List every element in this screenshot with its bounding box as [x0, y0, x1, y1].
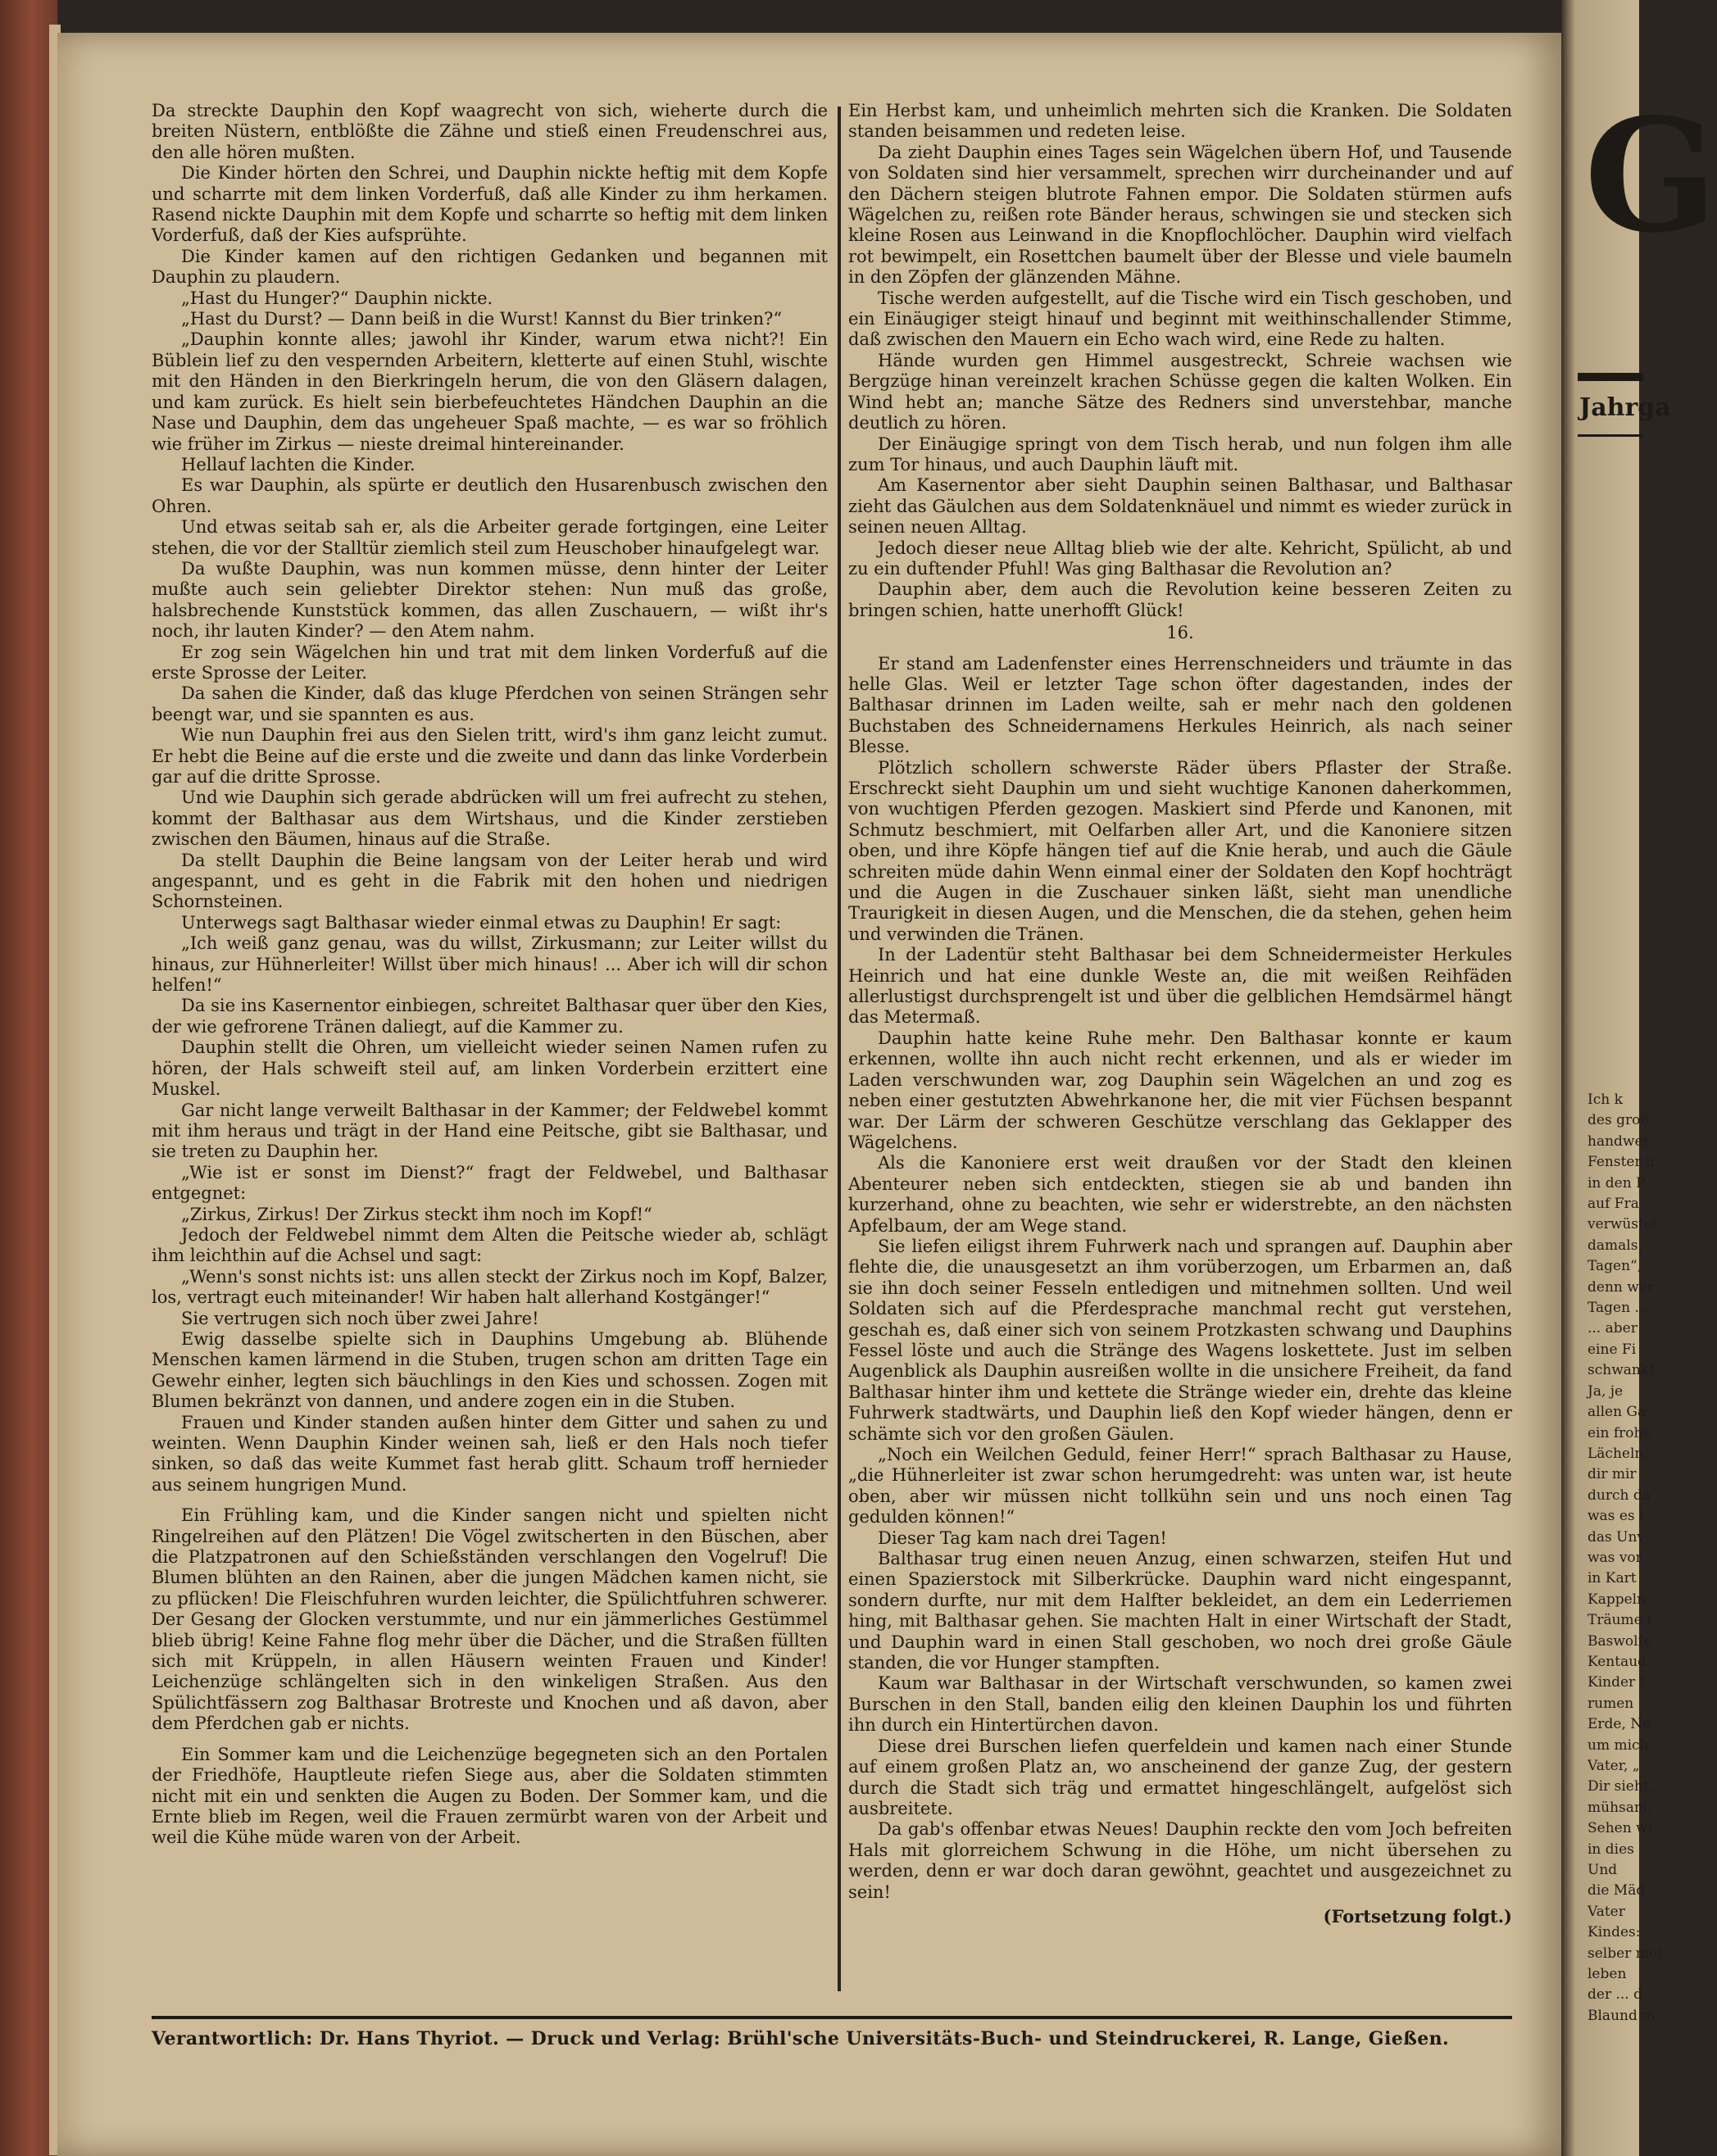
paragraph: Es war Dauphin, als spürte er deutlich den Husarenbusch zwischen den Ohren. [152, 475, 828, 516]
text-fragment: Sehen wi [1588, 1820, 1653, 1837]
text-fragment: denn wer [1588, 1278, 1654, 1296]
paragraph: Da streckte Dauphin den Kopf waagrecht von sich, wieherte durch die breiten Nüstern, entblößte die Zähne und stieß einen Freudenschrei aus, den alle hören mußten. [152, 101, 828, 162]
text-fragment: ein frohe [1588, 1424, 1651, 1441]
text-fragment: durch da [1588, 1487, 1651, 1504]
paragraph: Dauphin stellt die Ohren, um vielleicht wieder seinen Namen rufen zu hören, der Hals schweift steil auf, am linken Vorderbein erzittert eine Muskel. [152, 1037, 828, 1100]
paragraph: Da gab's offenbar etwas Neues! Dauphin reckte den vom Joch befreiten Hals mit glorreichem Schwung in die Höhe, um nicht übersehen zu werden, denn er war doch daran gewöhnt, geachtet und ausgezeichnet zu sein! [848, 1819, 1512, 1902]
paragraph: Da sahen die Kinder, daß das kluge Pferdchen von seinen Strängen sehr beengt war, und sie spannten es aus. [152, 683, 828, 724]
text-fragment: auf Fra [1588, 1196, 1639, 1213]
paragraph: Wie nun Dauphin frei aus den Sielen tritt, wird's ihm ganz leicht zumut. Er hebt die Beine auf die erste und die zweite und dann das linke Vorderbein gar auf die dritte Sprosse. [152, 725, 828, 787]
footer-rule [152, 2016, 1512, 2019]
text-fragment: des groß [1588, 1112, 1650, 1129]
paragraph: (Fortsetzung folgt.) [1323, 1905, 1512, 1927]
paragraph: „Hast du Hunger?“ Dauphin nickte. [181, 288, 493, 308]
paragraph: Die Kinder kamen auf den richtigen Gedanken und begannen mit Dauphin zu plaudern. [152, 246, 828, 288]
text-fragment: Kentaud [1588, 1653, 1647, 1670]
text-fragment: Tagen ... [1588, 1300, 1648, 1317]
text-fragment: Vater, „ [1588, 1758, 1640, 1774]
paragraph: Gar nicht lange verweilt Balthasar in der Kammer; der Feldwebel kommt mit ihm heraus und trägt in der Hand eine Peitsche, gibt sie Balthasar, und sie treten zu Dauphin her. [152, 1100, 828, 1162]
paragraph: Unterwegs sagt Balthasar wieder einmal etwas zu Dauphin! Er sagt: [181, 912, 782, 933]
adjacent-text-fragments [1588, 1090, 1662, 2027]
text-fragment: Blaund m [1588, 2007, 1656, 2024]
text-fragment: der ... d [1588, 1986, 1642, 2004]
column-divider [838, 107, 841, 1991]
text-fragment: leben [1588, 1966, 1627, 1983]
text-fragment: in dies [1588, 1841, 1634, 1858]
text-fragment: Vater [1588, 1903, 1625, 1920]
paragraph: Am Kasernentor aber sieht Dauphin seinen Balthasar, und Balthasar zieht das Gäulchen aus dem Soldatenknäuel und nimmt es wieder zurück in seinen neuen Alltag. [848, 475, 1512, 538]
paragraph: „Wenn's sonst nichts ist: uns allen steckt der Zirkus noch im Kopf, Balzer, los, vertragt euch miteinander! Wir haben halt allerhand Kostgänger!“ [152, 1266, 828, 1308]
paragraph: 16. [1166, 623, 1194, 643]
text-fragment: was es i [1588, 1508, 1644, 1525]
paragraph: Ein Herbst kam, und unheimlich mehrten sich die Kranken. Die Soldaten standen beisammen und redeten leise. [848, 101, 1512, 142]
paragraph: Hände wurden gen Himmel ausgestreckt, Schreie wachsen wie Bergzüge hinan vereinzelt krachen Schüsse gegen die kalten Wolken. Ein Wind hebt an; manche Sätze des Redners sind unverstehbar, manche deutlich zu hören. [848, 350, 1512, 433]
paragraph: Als die Kanoniere erst weit draußen vor der Stadt den kleinen Abenteurer neben sich entdeckten, stiegen sie ab und banden ihn kurzerhand, ohne zu beachten, wie sehr er widerstrebte, an den nächsten Apfelbaum, der am Wege stand. [848, 1153, 1512, 1236]
paragraph: Kaum war Balthasar in der Wirtschaft verschwunden, so kamen zwei Burschen in den Stall, banden eilig den kleinen Dauphin los und führten ihn durch ein Hintertürchen davon. [848, 1673, 1512, 1736]
paragraph: Ewig dasselbe spielte sich in Dauphins Umgebung ab. Blühende Menschen kamen lärmend in die Stuben, trugen schon am dritten Tage ein Gewehr einher, legten sich bäuchlings in den Kies und schossen. Zogen mit Blumen bekränzt von dannen, und andere zogen ein in die Stuben. [152, 1328, 828, 1412]
text-fragment: verwüstet [1588, 1216, 1658, 1233]
paragraph: „Hast du Durst? — Dann beiß in die Wurst! Kannst du Bier trinken?“ [181, 309, 783, 329]
text-fragment: Ja, je [1588, 1382, 1624, 1400]
text-fragment: Tagen“, [1588, 1258, 1642, 1275]
paragraph: Da zieht Dauphin eines Tages sein Wägelchen übern Hof, und Tausende von Soldaten sind hier versammelt, sprechen wirr durcheinander und auf den Dächern steigen blutrote Fahnen empor. Die Soldaten stürmen aufs Wägelchen zu, reißen rote Bänder heraus, schwingen sie und stecken sich kleine Rosen aus Leinwand in die Knopflochlöcher. Dauphin wird vielfach rot bewimpelt, ein Rosettchen baumelt über der Blesse und viele baumeln in den Zöpfen der glänzenden Mähne. [848, 142, 1512, 288]
masthead-rule [1578, 373, 1643, 381]
paragraph: Tische werden aufgestellt, auf die Tische wird ein Tisch geschoben, und ein Einäugiger steigt hinauf und beginnt mit weithinschallender Stimme, daß zwischen den Mauern ein Echo wach wird, eine Rede zu halten. [848, 288, 1512, 350]
paragraph: Dieser Tag kam nach drei Tagen! [878, 1527, 1167, 1548]
text-fragment: eine Fi [1588, 1341, 1637, 1358]
paragraph: Da wußte Dauphin, was nun kommen müsse, denn hinter der Leiter mußte auch sein geliebter Direktor stehen: Nun muß das große, halsbrechende Kunststück kommen, das allen Zuschauern, — wißt ihr's noch, ihr lauten Kinder? — den Atem nahm. [152, 558, 828, 642]
paragraph: „Zirkus, Zirkus! Der Zirkus steckt ihm noch im Kopf!“ [181, 1204, 652, 1224]
paragraph: Dauphin hatte keine Ruhe mehr. Den Balthasar konnte er kaum erkennen, wollte ihn auch nicht recht erkennen, und als er wieder im Laden verschwunden war, zog Dauphin sein Wägelchen an und zog es neben einer gestutzten Abwehrkanone her, die mit vier Füchsen bespannt war. Der Lärm der schweren Geschütze verschlang das Geklapper des Wägelchens. [848, 1028, 1512, 1152]
text-fragment: handwer [1588, 1132, 1650, 1150]
text-fragment: das Unv [1588, 1528, 1646, 1546]
text-fragment: Träume i [1588, 1612, 1651, 1629]
text-fragment: mühsam, [1588, 1799, 1652, 1816]
text-fragment: Kindes: [1588, 1924, 1641, 1941]
text-fragment: Fenster n [1588, 1154, 1655, 1171]
paragraph: Da sie ins Kasernentor einbiegen, schreitet Balthasar quer über den Kies, der wie gefrorene Tränen daliegt, auf die Kammer zu. [152, 996, 828, 1037]
paragraph: Die Kinder hörten den Schrei, und Dauphin nickte heftig mit dem Kopfe und scharrte mit dem linken Vorderfuß, daß alle Kinder zu ihm herkamen. Rasend nickte Dauphin mit dem Kopfe und scharrte so heftig mit dem linken Vorderfuß, daß der Kies aufsprühte. [152, 163, 828, 246]
text-fragment: selber mei [1588, 1945, 1662, 1962]
adjacent-page [1561, 0, 1717, 2156]
paragraph: „Ich weiß ganz genau, was du willst, Zirkusmann; zur Leiter willst du hinaus, zur Hühnerleiter! Willst über mich hinaus! ... Aber ich will dir schon helfen!“ [152, 933, 828, 996]
text-fragment: in den P [1588, 1174, 1646, 1191]
text-fragment: dir mir [1588, 1466, 1637, 1483]
header-rule [1578, 434, 1643, 437]
text-fragment: was vor [1588, 1549, 1642, 1566]
imprint-footer: Verantwortlich: Dr. Hans Thyriot. — Druck und Verlag: Brühl'sche Universitäts-Buch- und Steindruckerei, R. Lange, Gießen. [152, 2028, 1450, 2049]
paragraph: Plötzlich schollern schwerste Räder übers Pflaster der Straße. Erschreckt sieht Dauphin um und sieht wuchtige Kanonen daherkommen, von wuchtigen Pferden gezogen. Maskiert sind Pferde und Kanonen, mit Schmutz beschmiert, mit Oelfarben aller Art, und die Kanoniere sitzen oben, und ihre Köpfe hängen tief auf die Knie herab, und auch die Gäule schreiten müde dahin Wenn einmal einer der Soldaten den Kopf hochträgt und die Augen in die Zuschauer sinken läßt, sieht man unendliche Traurigkeit in diesen Augen, und die Menschen, die da stehen, gehen heim und verwinden die Tränen. [848, 757, 1512, 944]
text-fragment: die Mäd [1588, 1882, 1646, 1900]
paragraph: Balthasar trug einen neuen Anzug, einen schwarzen, steifen Hut und einen Spazierstock mit Silberkrücke. Dauphin ward nicht eingespannt, sondern durfte, nur mit dem Halfter bekleidet, an dem ein Lederriemen hing, mit Balthasar gehen. Sie machten Halt in einer Wirtschaft der Stadt, und Dauphin ward in einen Stall geschoben, wo noch drei große Gäule standen, die vor Hunger stampften. [848, 1549, 1512, 1673]
text-fragment: Baswolfe [1588, 1632, 1651, 1650]
paragraph: Sie liefen eiligst ihrem Fuhrwerk nach und sprangen auf. Dauphin aber flehte die, die unausgesetzt an ihm vorüberzogen, um Erbarmen an, daß sie ihn doch seiner Fesseln entledigen und mitnehmen sollten. Und weil Soldaten sich auf die Pferdesprache manchmal recht gut verstehen, geschah es, daß einer sich von seinem Protzkasten schwang und Dauphins Fessel löste und auch die Stränge des Wagens loskettete. Just im selben Augenblick als Dauphin ausreißen wollte in die unsichere Freiheit, da fand Balthasar hinter ihm und kettete die Stränge wieder ein, drehte das kleine Fuhrwerk stadtwärts, und Dauphin ließ den Kopf wieder hängen, denn er schämte sich vor den großen Gäulen. [848, 1236, 1512, 1444]
paragraph: Ein Frühling kam, und die Kinder sangen nicht und spielten nicht Ringelreihen auf den Plätzen! Die Vögel zwitscherten in den Büschen, aber die Platzpatronen auf den Schießständen verschlangen den Vogelruf! Die Blumen blühten an den Rainen, aber die jungen Mädchen kamen nicht, sie zu pflücken! Die Fleischfuhren wurden leichter, die Spülichtfuhren schwerer. Der Gesang der Glocken verstummte, und nur ein jämmerliches Gestümmel blieb übrig! Keine Fahne flog mehr über die Dächer, und die Straßen füllten sich mit Krüppeln, in allen Häusern weinten Frauen und Kinder! Leichenzüge schlängelten sich in den winkeligen Straßen. Aus den Spülichtfässern zog Balthasar Brotreste und Knochen und aß davon, aber dem Pferdchen gab er nichts. [152, 1505, 828, 1734]
left-text-column [152, 101, 828, 1849]
text-fragment: rumen [1588, 1695, 1634, 1712]
text-fragment: schwankt [1588, 1362, 1655, 1379]
volume-label-fragment: Jahrga [1579, 393, 1671, 422]
text-fragment: Kinder t [1588, 1674, 1646, 1691]
text-fragment: Kappeln [1588, 1591, 1647, 1608]
text-fragment: Dir sieht, [1588, 1778, 1654, 1795]
paragraph: Hellauf lachten die Kinder. [181, 454, 416, 474]
paragraph: Und etwas seitab sah er, als die Arbeiter gerade fortgingen, eine Leiter stehen, die vor der Stalltür ziemlich steil zum Heuschober hinaufgelegt war. [152, 517, 828, 558]
paragraph: Diese drei Burschen liefen querfeldein und kamen nach einer Stunde auf einem großen Platz an, wo anscheinend der ganze Zug, der gestern durch die Stadt sich träg und ermattet hingeschlängelt, aufgelöst sich ausbreitete. [848, 1736, 1512, 1818]
right-text-column [848, 101, 1512, 1927]
paragraph: Jedoch dieser neue Alltag blieb wie der alte. Kehricht, Spülicht, ab und zu ein duftender Pfuhl! Was ging Balthasar die Revolution an? [848, 538, 1512, 579]
paragraph: Ein Sommer kam und die Leichenzüge begegneten sich an den Portalen der Friedhöfe, Hauptleute riefen Siege aus, aber die Soldaten stimmten nicht mit ein und senkten die Augen zu Boden. Der Sommer kam, und die Ernte blieb im Regen, weil die Frauen zermürbt waren von der Arbeit und weil die Kühe müde waren von der Arbeit. [152, 1744, 828, 1848]
text-fragment: Ich k [1588, 1092, 1623, 1108]
text-fragment: um mich [1588, 1736, 1649, 1754]
text-fragment: Lächeln, [1588, 1445, 1648, 1462]
paragraph: Da stellt Dauphin die Beine langsam von der Leiter herab und wird angespannt, und es geht in die Fabrik mit den hohen und niedrigen Schornsteinen. [152, 850, 828, 912]
text-fragment: Und [1588, 1862, 1618, 1879]
text-fragment: Erde, Ne [1588, 1716, 1651, 1733]
text-fragment: damals. [1588, 1237, 1642, 1254]
text-fragment: allen Ga [1588, 1404, 1647, 1421]
paragraph: Sie vertrugen sich noch über zwei Jahre! [181, 1308, 539, 1328]
paragraph: In der Ladentür steht Balthasar bei dem Schneidermeister Herkules Heinrich und hat eine dunkle Weste an, die mit weißen Reihfäden allerlustigst durchsprengelt ist und über die gelblichen Hemdsärmel hängt das Metermaß. [848, 945, 1512, 1028]
paragraph: Der Einäugige springt von dem Tisch herab, und nun folgen ihm alle zum Tor hinaus, und auch Dauphin läuft mit. [848, 433, 1512, 474]
paragraph: Und wie Dauphin sich gerade abdrücken will um frei aufrecht zu stehen, kommt der Balthasar aus dem Wirtshaus, und die Kinder zerstieben zwischen den Bäumen, hinaus auf die Straße. [152, 788, 828, 850]
paragraph: Er stand am Ladenfenster eines Herrenschneiders und träumte in das helle Glas. Weil er letzter Tage schon öfter dagestanden, indes der Balthasar drinnen im Laden weilte, sah er mehr nach den goldenen Buchstaben des Schneidernamens Herkules Heinrich, als nach seiner Blesse. [848, 653, 1512, 757]
masthead-letter: G [1584, 84, 1717, 267]
paragraph: Jedoch der Feldwebel nimmt dem Alten die Peitsche wieder ab, schlägt ihm leichthin auf die Achsel und sagt: [152, 1224, 828, 1266]
paragraph: „Wie ist er sonst im Dienst?“ fragt der Feldwebel, und Balthasar entgegnet: [152, 1162, 828, 1204]
text-fragment: ... aber [1588, 1320, 1638, 1337]
paragraph: Frauen und Kinder standen außen hinter dem Gitter und sahen zu und weinten. Wenn Dauphin Kinder weinen sah, ließ er den Hals noch tiefer sinken, so daß das weite Kummet fast herab glitt. Schaum troff hernieder aus seinem hungrigen Mund. [152, 1412, 828, 1495]
paragraph: Dauphin aber, dem auch die Revolution keine besseren Zeiten zu bringen schien, hatte unerhofft Glück! [848, 579, 1512, 620]
paragraph: „Dauphin konnte alles; jawohl ihr Kinder, warum etwa nicht?! Ein Büblein lief zu den vespernden Arbeitern, kletterte auf einen Stuhl, wischte mit den Händen in den Bierkringeln herum, die von den Gläsern dalagen, und kam zurück. Es hielt sein bierbefeuchtetes Händchen Dauphin an die Nase und Dauphin, dem das ungeheuer Spaß machte, — es war so fröhlich wie früher im Zirkus — nieste dreimal hintereinander. [152, 329, 828, 454]
paragraph: Er zog sein Wägelchen hin und trat mit dem linken Vorderfuß auf die erste Sprosse der Leiter. [152, 642, 828, 683]
text-fragment: in Kart [1588, 1570, 1637, 1587]
paragraph: „Noch ein Weilchen Geduld, feiner Herr!“ sprach Balthasar zu Hause, „die Hühnerleiter ist zwar schon herumgedreht: was unten war, ist heute oben, aber wir müssen nicht tollkühn sein und uns noch einen Tag gedulden können!“ [848, 1445, 1512, 1527]
